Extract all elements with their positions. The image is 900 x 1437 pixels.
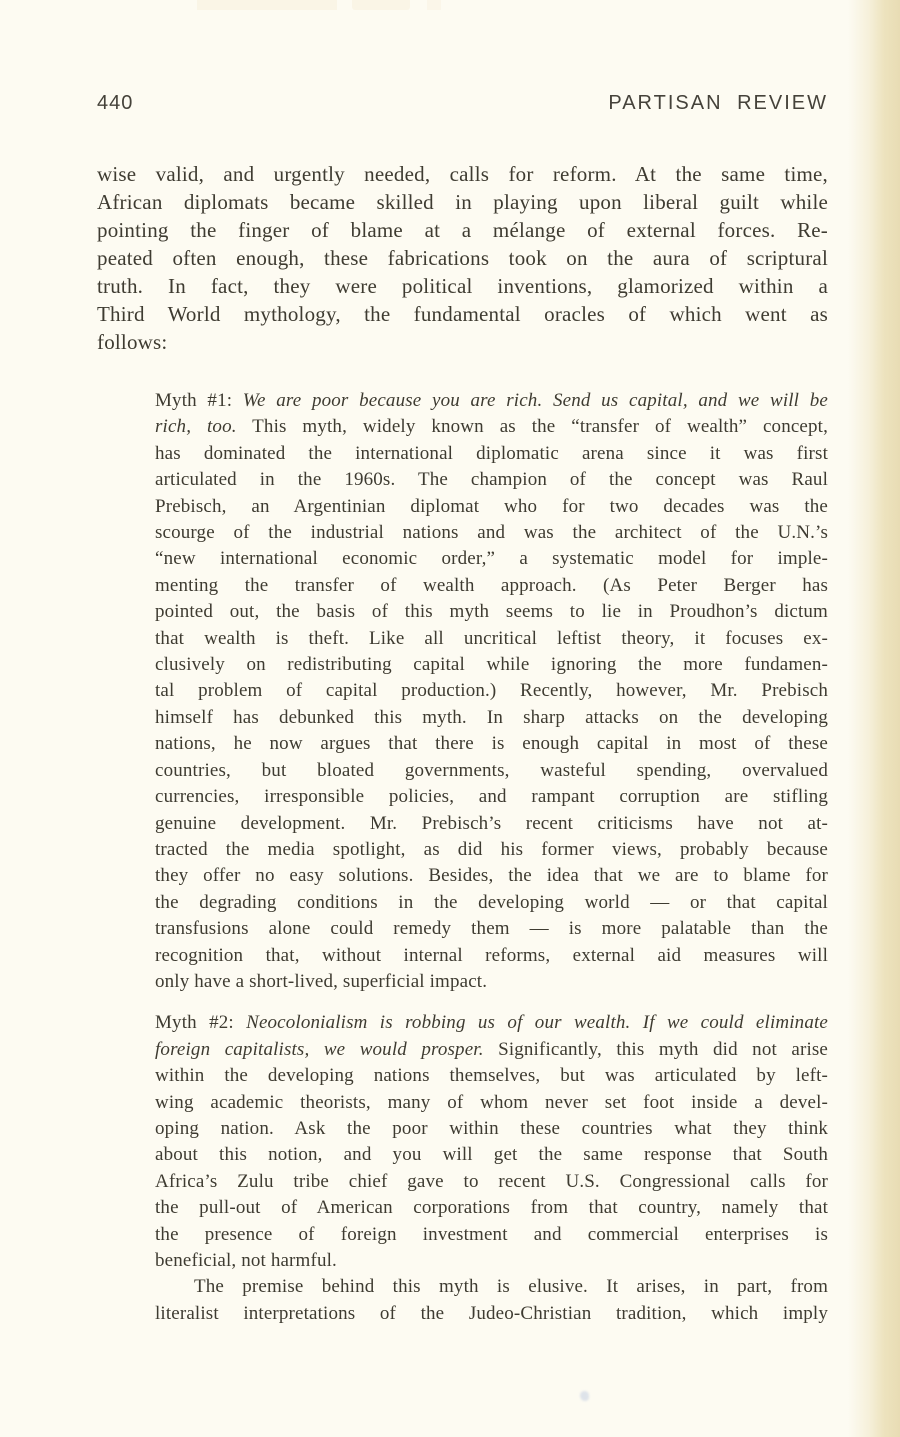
text-line	[155, 837, 828, 863]
roman-run: currencies, irresponsible policies, and rampant corruption are stifling	[155, 786, 828, 808]
roman-run: the degrading conditions in the developing world — or that capital	[155, 891, 828, 913]
text-line	[97, 300, 828, 328]
roman-run: Africa’s Zulu tribe chief gave to recent U.S. Congressional calls for	[155, 1170, 828, 1192]
text-line	[97, 244, 828, 272]
roman-run: within the developing nations themselves, but was articulated by left-	[155, 1065, 828, 1087]
text-line	[155, 1063, 828, 1089]
roman-run: menting the transfer of wealth approach. (As Peter Berger has	[155, 574, 828, 596]
myth-1-quotation	[155, 388, 828, 995]
text-line	[155, 441, 828, 467]
text-line	[155, 573, 828, 599]
text-line	[155, 678, 828, 704]
text-line	[155, 626, 828, 652]
text-line	[155, 652, 828, 678]
text-line	[155, 1301, 828, 1327]
text-line	[155, 890, 828, 916]
roman-run: pointing the finger of blame at a mélange of external forces. Re-	[97, 218, 828, 242]
text-line	[155, 1090, 828, 1116]
roman-run: that wealth is theft. Like all uncritical leftist theory, it focuses ex-	[155, 627, 828, 649]
italic-run: rich, too.	[155, 416, 237, 438]
roman-run: articulated in the 1960s. The champion of the concept was Raul	[155, 469, 828, 491]
roman-run: about this notion, and you will get the same response that South	[155, 1144, 828, 1166]
text-line	[97, 188, 828, 216]
myth-2-quotation	[155, 1010, 828, 1274]
roman-run: genuine development. Mr. Prebisch’s recent criticisms have not at-	[155, 812, 828, 834]
roman-run: beneficial, not harmful.	[155, 1250, 337, 1271]
text-line	[155, 388, 828, 414]
roman-run: they offer no easy solutions. Besides, the idea that we are to blame for	[155, 865, 828, 887]
roman-run: “new international economic order,” a systematic model for imple-	[155, 548, 828, 570]
text-line	[155, 731, 828, 757]
roman-run: the pull-out of American corporations from that country, namely that	[155, 1197, 828, 1219]
roman-run: tracted the media spotlight, as did his former views, probably because	[155, 838, 828, 860]
roman-run: himself has debunked this myth. In sharp attacks on the developing	[155, 706, 828, 728]
roman-run: pointed out, the basis of this myth seems to lie in Proudhon’s dictum	[155, 601, 828, 623]
scan-artifact	[197, 0, 337, 10]
roman-run: Myth #1:	[155, 390, 243, 411]
roman-run: wise valid, and urgently needed, calls for reform. At the same time,	[97, 162, 828, 186]
roman-run: scourge of the industrial nations and was the architect of the U.N.’s	[155, 522, 828, 544]
roman-run: African diplomats became skilled in playing upon liberal guilt while	[97, 190, 828, 214]
roman-run: Myth #2:	[155, 1012, 247, 1034]
roman-run: follows:	[97, 330, 168, 354]
text-line	[155, 599, 828, 625]
text-line	[155, 1248, 828, 1274]
roman-run: The premise behind this myth is elusive. It arises, in part, from	[194, 1276, 828, 1298]
text-line	[97, 272, 828, 300]
roman-run: transfusions alone could remedy them — is more palatable than the	[155, 918, 828, 940]
text-line	[155, 758, 828, 784]
text-line	[155, 863, 828, 889]
roman-run: peated often enough, these fabrications took on the aura of scriptural	[97, 246, 828, 270]
text-line	[155, 1222, 828, 1248]
text-line	[155, 969, 828, 995]
text-line	[155, 1116, 828, 1142]
text-line	[155, 705, 828, 731]
roman-run: Third World mythology, the fundamental oracles of which went as	[97, 302, 828, 326]
roman-run: tal problem of capital production.) Recently, however, Mr. Prebisch	[155, 680, 828, 702]
text-line	[155, 1195, 828, 1221]
text-line	[155, 916, 828, 942]
roman-run: clusively on redistributing capital while ignoring the more fundamen-	[155, 654, 828, 676]
ink-smudge	[580, 1391, 589, 1401]
text-line	[155, 1037, 828, 1063]
text-line	[97, 160, 828, 188]
text-line	[155, 520, 828, 546]
roman-run: only have a short-lived, superficial impact.	[155, 970, 488, 992]
journal-title: PARTISAN REVIEW	[608, 92, 828, 114]
text-line	[155, 1010, 828, 1036]
roman-run: This myth, widely known as the “transfer of wealth” concept,	[236, 416, 828, 438]
text-line	[155, 546, 828, 572]
roman-run: recognition that, without internal reforms, external aid measures will	[155, 944, 828, 966]
italic-run: Neocolonialism is robbing us of our wealth. If we could eliminate	[246, 1012, 828, 1034]
opening-paragraph	[97, 160, 828, 356]
text-line	[155, 414, 828, 440]
text-line	[155, 811, 828, 837]
roman-run: Prebisch, an Argentinian diplomat who for two decades was the	[155, 495, 828, 517]
roman-run: truth. In fact, they were political inventions, glamorized within a	[97, 274, 828, 298]
roman-run: literalist interpretations of the Judeo-Christian tradition, which imply	[155, 1302, 828, 1324]
roman-run: Significantly, this myth did not arise	[483, 1038, 828, 1060]
scan-artifact	[427, 0, 441, 10]
text-line	[155, 1274, 828, 1300]
italic-run: foreign capitalists, we would prosper.	[155, 1038, 484, 1060]
page-number: 440	[97, 92, 134, 114]
roman-run: countries, but bloated governments, wasteful spending, overvalued	[155, 759, 828, 781]
italic-run: We are poor because you are rich. Send us capital, and we will be	[242, 390, 828, 411]
text-line	[97, 216, 828, 244]
text-column	[97, 160, 828, 1327]
text-line	[155, 467, 828, 493]
running-head	[97, 92, 828, 115]
text-line	[155, 943, 828, 969]
roman-run: the presence of foreign investment and commercial enterprises is	[155, 1223, 828, 1245]
text-line	[155, 784, 828, 810]
roman-run: has dominated the international diplomatic arena since it was first	[155, 442, 828, 464]
text-line	[155, 1169, 828, 1195]
text-line	[155, 494, 828, 520]
page-edge-shadow	[848, 0, 900, 1437]
text-line	[155, 1142, 828, 1168]
roman-run: oping nation. Ask the poor within these countries what they think	[155, 1117, 828, 1139]
scan-artifact	[352, 0, 410, 10]
closing-paragraph	[155, 1274, 828, 1327]
roman-run: nations, he now argues that there is enough capital in most of these	[155, 733, 828, 755]
roman-run: wing academic theorists, many of whom never set foot inside a devel-	[155, 1091, 828, 1113]
text-line	[97, 328, 828, 356]
